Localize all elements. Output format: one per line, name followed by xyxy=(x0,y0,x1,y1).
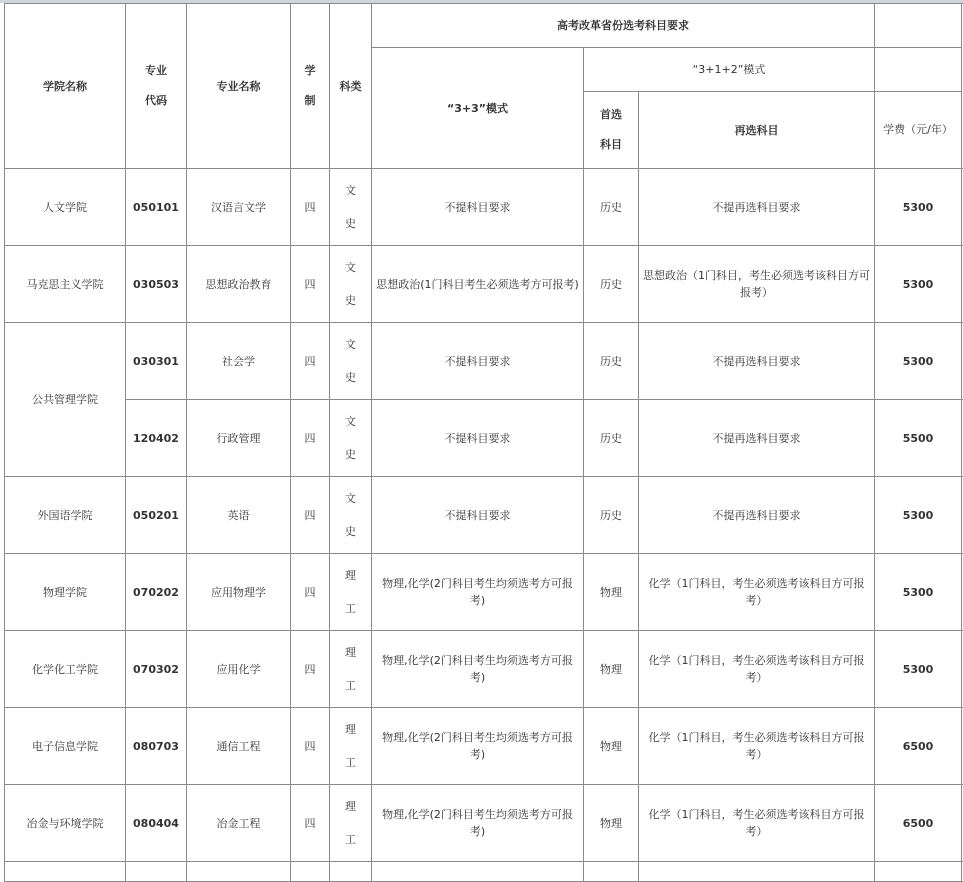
college-cell: 公共管理学院 xyxy=(5,323,126,477)
header-blank-mid xyxy=(875,48,962,92)
first-subject-cell: 历史 xyxy=(584,477,639,554)
duration-cell: 四 xyxy=(291,400,330,477)
duration-cell: 四 xyxy=(291,785,330,862)
category-cell: 文史 xyxy=(330,477,372,554)
header-blank-top xyxy=(875,4,962,48)
code-cell: 070202 xyxy=(126,554,187,631)
college-cell: 物理学院 xyxy=(5,554,126,631)
header-college: 学院名称 xyxy=(5,4,126,169)
fee-cell: 5300 xyxy=(875,323,962,400)
category-cell: 文史 xyxy=(330,323,372,400)
duration-cell: 四 xyxy=(291,246,330,323)
header-fee: 学费（元/年） xyxy=(875,92,962,169)
code-cell: 030301 xyxy=(126,323,187,400)
first-subject-cell: 物理 xyxy=(584,708,639,785)
college-cell: 人文学院 xyxy=(5,169,126,246)
duration-cell: 四 xyxy=(291,554,330,631)
code-cell: 080703 xyxy=(126,708,187,785)
table-row xyxy=(5,554,963,631)
college-cell: 马克思主义学院 xyxy=(5,246,126,323)
college-cell: 电子信息学院 xyxy=(5,708,126,785)
header-major: 专业名称 xyxy=(187,4,291,169)
req-3-3-cell: 物理,化学(2门科目考生均须选考方可报考) xyxy=(372,708,584,785)
fee-cell: 5300 xyxy=(875,554,962,631)
code-cell: 120402 xyxy=(126,400,187,477)
second-subject-cell: 化学（1门科目，考生必须选考该科目方可报考） xyxy=(639,554,875,631)
major-cell: 思想政治教育 xyxy=(187,246,291,323)
duration-cell: 四 xyxy=(291,631,330,708)
duration-cell: 四 xyxy=(291,169,330,246)
major-cell: 应用化学 xyxy=(187,631,291,708)
college-cell: 冶金与环境学院 xyxy=(5,785,126,862)
category-cell: 理工 xyxy=(330,554,372,631)
fee-cell: 6500 xyxy=(875,785,962,862)
req-3-3-cell: 思想政治(1门科目考生必须选考方可报考) xyxy=(372,246,584,323)
req-3-3-cell: 不提科目要求 xyxy=(372,323,584,400)
category-cell: 文史 xyxy=(330,400,372,477)
table-row xyxy=(5,631,963,708)
first-subject-cell: 物理 xyxy=(584,785,639,862)
code-cell: 050201 xyxy=(126,477,187,554)
first-subject-cell: 物理 xyxy=(584,631,639,708)
req-3-3-cell: 不提科目要求 xyxy=(372,400,584,477)
category-cell: 理工 xyxy=(330,631,372,708)
first-subject-cell: 历史 xyxy=(584,246,639,323)
admission-table xyxy=(4,3,963,882)
table-row xyxy=(5,785,963,862)
college-cell: 化学化工学院 xyxy=(5,631,126,708)
header-duration: 学制 xyxy=(291,4,330,169)
fee-cell: 5300 xyxy=(875,246,962,323)
table-row xyxy=(5,246,963,323)
req-3-3-cell: 不提科目要求 xyxy=(372,169,584,246)
table-row xyxy=(5,323,963,400)
header-first-subject: 首选科目 xyxy=(584,92,639,169)
req-3-3-cell: 不提科目要求 xyxy=(372,477,584,554)
category-cell: 理工 xyxy=(330,785,372,862)
header-second-subject: 再选科目 xyxy=(639,92,875,169)
duration-cell: 四 xyxy=(291,323,330,400)
header-category: 科类 xyxy=(330,4,372,169)
first-subject-cell: 物理 xyxy=(584,554,639,631)
table-row xyxy=(5,400,963,477)
second-subject-cell: 不提再选科目要求 xyxy=(639,323,875,400)
second-subject-cell: 化学（1门科目，考生必须选考该科目方可报考） xyxy=(639,708,875,785)
major-cell: 社会学 xyxy=(187,323,291,400)
header-mode-3-1-2: “3+1+2”模式 xyxy=(584,48,875,92)
header-code: 专业代码 xyxy=(126,4,187,169)
first-subject-cell: 历史 xyxy=(584,323,639,400)
duration-cell: 四 xyxy=(291,708,330,785)
second-subject-cell: 不提再选科目要求 xyxy=(639,169,875,246)
major-cell: 英语 xyxy=(187,477,291,554)
college-cell: 外国语学院 xyxy=(5,477,126,554)
category-cell: 文史 xyxy=(330,169,372,246)
fee-cell: 6500 xyxy=(875,708,962,785)
second-subject-cell: 不提再选科目要求 xyxy=(639,400,875,477)
fee-cell: 5300 xyxy=(875,169,962,246)
second-subject-cell: 化学（1门科目，考生必须选考该科目方可报考） xyxy=(639,785,875,862)
major-cell: 汉语言文学 xyxy=(187,169,291,246)
code-cell: 050101 xyxy=(126,169,187,246)
second-subject-cell: 不提再选科目要求 xyxy=(639,477,875,554)
req-3-3-cell: 物理,化学(2门科目考生均须选考方可报考) xyxy=(372,554,584,631)
table-row xyxy=(5,169,963,246)
category-cell: 理工 xyxy=(330,708,372,785)
second-subject-cell: 思想政治（1门科目，考生必须选考该科目方可报考） xyxy=(639,246,875,323)
first-subject-cell: 历史 xyxy=(584,169,639,246)
duration-cell: 四 xyxy=(291,477,330,554)
first-subject-cell: 历史 xyxy=(584,400,639,477)
code-cell: 080404 xyxy=(126,785,187,862)
req-3-3-cell: 物理,化学(2门科目考生均须选考方可报考) xyxy=(372,785,584,862)
header-requirement-group: 高考改革省份选考科目要求 xyxy=(372,4,875,48)
code-cell: 030503 xyxy=(126,246,187,323)
fee-cell: 5500 xyxy=(875,400,962,477)
major-cell: 行政管理 xyxy=(187,400,291,477)
major-cell: 应用物理学 xyxy=(187,554,291,631)
header-mode-3-3: “3+3”模式 xyxy=(372,48,584,169)
code-cell: 070302 xyxy=(126,631,187,708)
table-row xyxy=(5,477,963,554)
major-cell: 通信工程 xyxy=(187,708,291,785)
category-cell: 文史 xyxy=(330,246,372,323)
second-subject-cell: 化学（1门科目，考生必须选考该科目方可报考） xyxy=(639,631,875,708)
major-cell: 冶金工程 xyxy=(187,785,291,862)
fee-cell: 5300 xyxy=(875,631,962,708)
req-3-3-cell: 物理,化学(2门科目考生均须选考方可报考) xyxy=(372,631,584,708)
fee-cell: 5300 xyxy=(875,477,962,554)
table-row xyxy=(5,708,963,785)
